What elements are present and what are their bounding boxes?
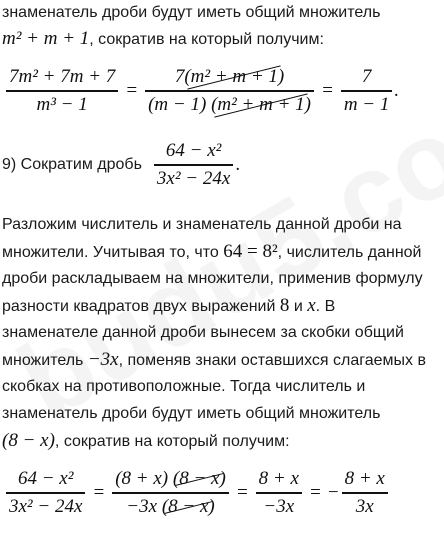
g-fraction-4-numerator: 8 + x [344,468,385,489]
g-equals-1: = [92,481,106,503]
fraction-1-numerator: 7m² + 7m + 7 [9,66,116,87]
intro-text: знаменатель дроби будут иметь общий множитель [2,4,381,21]
intro-line [2,2,380,24]
fraction-2-denominator [145,92,314,118]
para-line-7 [2,376,365,398]
g-fraction-3 [256,466,302,520]
para-line-1 [2,214,401,236]
period-1: . [394,79,400,101]
fraction-2-cancelled-numerator: (m² + m + 1) [184,64,284,90]
g-fraction-1-numerator: 64 − x² [17,468,74,489]
para-line-5 [2,322,404,344]
item-9-label: 9) Сократим дробь [2,155,142,173]
fraction-9-numerator: 64 − x² [165,140,222,161]
fraction-9-denominator: 3x² − 24x [156,167,231,189]
para-line-6 [2,349,426,372]
g-fraction-2-num-factor: (8 + x) [115,468,169,489]
period-9: . [235,153,241,175]
para-text-2b: , числитель данной [277,244,422,261]
expr-x: x [307,295,316,316]
g-fraction-1 [6,466,85,520]
item-9 [2,138,240,192]
para-text-4and: и [293,298,303,315]
para-text-4dot: . В [315,298,336,315]
para-text-6b: , поменяв знаки оставшихся слагаемых в [118,352,426,369]
common-factor-line-1 [2,28,324,51]
fraction-1-denominator: m³ − 1 [36,93,88,115]
para-text-6a: множитель [2,352,84,369]
common-factor-1-tail: , сократив на который получим: [89,31,324,48]
fraction-3-denominator: m − 1 [343,93,390,115]
fraction-2-cancelled-denominator: (m² + m + 1) [211,92,311,118]
g-fraction-3-denominator: −3x [263,495,295,517]
para-line-2 [2,241,421,264]
expr-eight: 8 [279,295,290,316]
fraction-2-numerator [172,64,287,90]
para-text-7: скобках на противоположные. Тогда числитель и [2,378,366,395]
para-text-3: дроби раскладываем на множители, применив формулу [2,270,423,287]
equals-2: = [321,79,334,101]
fraction-2-coef: 7 [174,66,185,87]
common-factor-1: m² + m + 1 [2,28,90,49]
g-minus: − [326,481,340,503]
para-text-4a: разности квадратов двух выражений [2,298,276,315]
fraction-3 [341,64,393,118]
fraction-2 [145,64,314,118]
g-equals-3: = [308,481,322,503]
expr-neg3x: −3x [87,349,119,370]
g-fraction-2 [112,466,229,520]
common-factor-2: (8 − x) [2,430,55,451]
g-fraction-2-cancelled-numerator: (8 − x) [173,466,226,492]
g-fraction-2-cancelled-denominator: (8 − x) [162,494,215,520]
g-fraction-4 [342,466,388,520]
fraction-3-numerator: 7 [361,66,372,87]
square-equation: 64 = 8² [223,241,278,262]
para-text-5: знаменателе данной дроби вынесем за скобки общий [2,324,404,341]
g-equals-2: = [235,481,249,503]
para-line-4 [2,295,335,318]
g-fraction-2-den-factor: −3x [126,495,158,517]
fraction-2-den-factor: (m − 1) [148,93,207,115]
fraction-9 [154,138,233,192]
common-factor-line-2 [2,430,290,453]
g-fraction-2-numerator [112,466,229,492]
common-factor-2-tail: , сократив на который получим: [54,433,290,450]
equation-2 [4,466,390,520]
para-line-8 [2,403,380,425]
equals-1: = [125,79,139,101]
para-line-3 [2,268,423,290]
para-text-8: знаменатель дроби будут иметь общий множитель [2,405,381,422]
g-fraction-2-denominator [123,494,217,520]
fraction-1 [6,64,118,118]
g-fraction-4-denominator: 3x [355,495,374,517]
g-fraction-3-numerator: 8 + x [258,468,299,489]
para-text-1: Разложим числитель и знаменатель данной дроби на [2,216,402,233]
g-fraction-1-denominator: 3x² − 24x [9,495,83,517]
para-text-2a: множители. Учитывая то, что [2,244,219,261]
equation-1 [4,64,399,118]
